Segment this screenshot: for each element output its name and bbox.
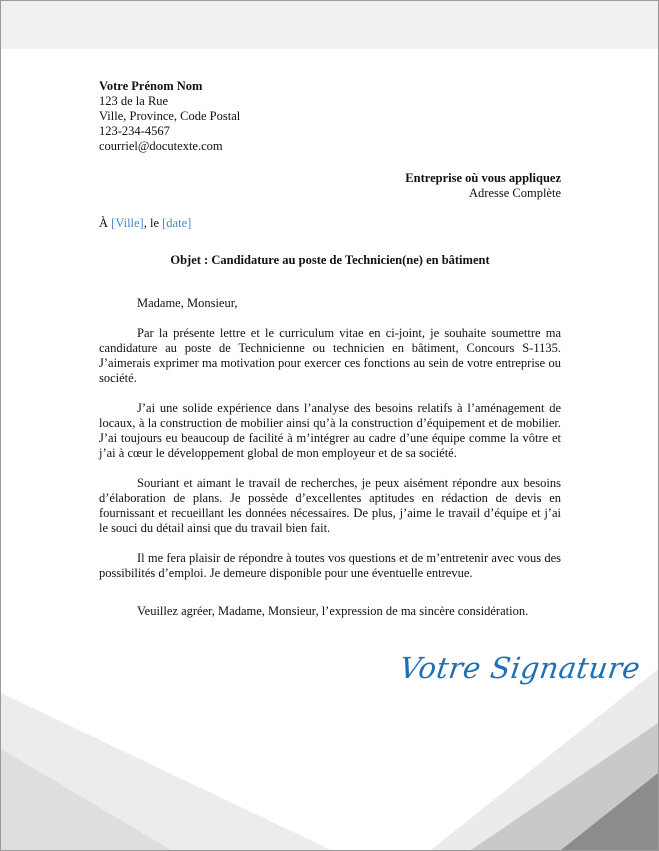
paragraph-1: Par la présente lettre et le curriculum vitae en ci-joint, je souhaite soumettre ma candidature au poste de Technicienne ou technicien en bâtiment, Concours S-1135. J’aimerais exprimer ma motivation pour exercer ces fonctions au sein de votre entreprise ou société. <box>99 326 561 385</box>
sender-address-line-2: Ville, Province, Code Postal <box>99 109 241 123</box>
place-date-line <box>99 216 561 231</box>
date-middle: , le <box>143 216 163 230</box>
date-prefix: À <box>99 216 112 230</box>
recipient-address: Adresse Complète <box>469 186 561 200</box>
sender-address-line-1: 123 de la Rue <box>99 94 169 108</box>
sender-email: courriel@docutexte.com <box>99 139 223 153</box>
closing-line: Veuillez agréer, Madame, Monsieur, l’expression de ma sincère considération. <box>137 604 529 618</box>
city-placeholder: [Ville] <box>111 216 144 230</box>
salutation: Madame, Monsieur, <box>137 296 238 310</box>
sender-block <box>99 79 561 154</box>
recipient-block <box>99 171 561 201</box>
letter-body <box>99 79 561 619</box>
paragraph-3: Souriant et aimant le travail de recherches, je peux aisément répondre aux besoins d’élaboration de plans. Je possède d’excellentes aptitudes en rédaction de devis en fournissant et recueillant les données nécessaires. De plus, j’aime le travail d’équipe et j’ai le souci du détail ainsi que du travail bien fait. <box>99 476 561 535</box>
paragraph-2: J’ai une solide expérience dans l’analyse des besoins relatifs à l’aménagement de locaux, à la construction de mobilier ainsi qu’à la construction d’équipement et de mobilier. J’ai toujours eu beaucoup de facilité à m’intégrer au cadre d’une équipe comme la vôtre et j’ai à cœur le développement global de mon employeur et de sa société. <box>99 401 561 460</box>
recipient-company: Entreprise où vous appliquez <box>405 171 561 185</box>
signature: Votre Signature <box>397 651 643 685</box>
sender-phone: 123-234-4567 <box>99 124 170 138</box>
subject-line: Objet : Candidature au poste de Technicien(ne) en bâtiment <box>170 253 490 267</box>
sender-name: Votre Prénom Nom <box>99 79 203 93</box>
date-placeholder: [date] <box>162 216 192 230</box>
paragraph-4: Il me fera plaisir de répondre à toutes vos questions et de m’entretenir avec vous des possibilités d’emploi. Je demeure disponible pour une éventuelle entrevue. <box>99 551 561 580</box>
